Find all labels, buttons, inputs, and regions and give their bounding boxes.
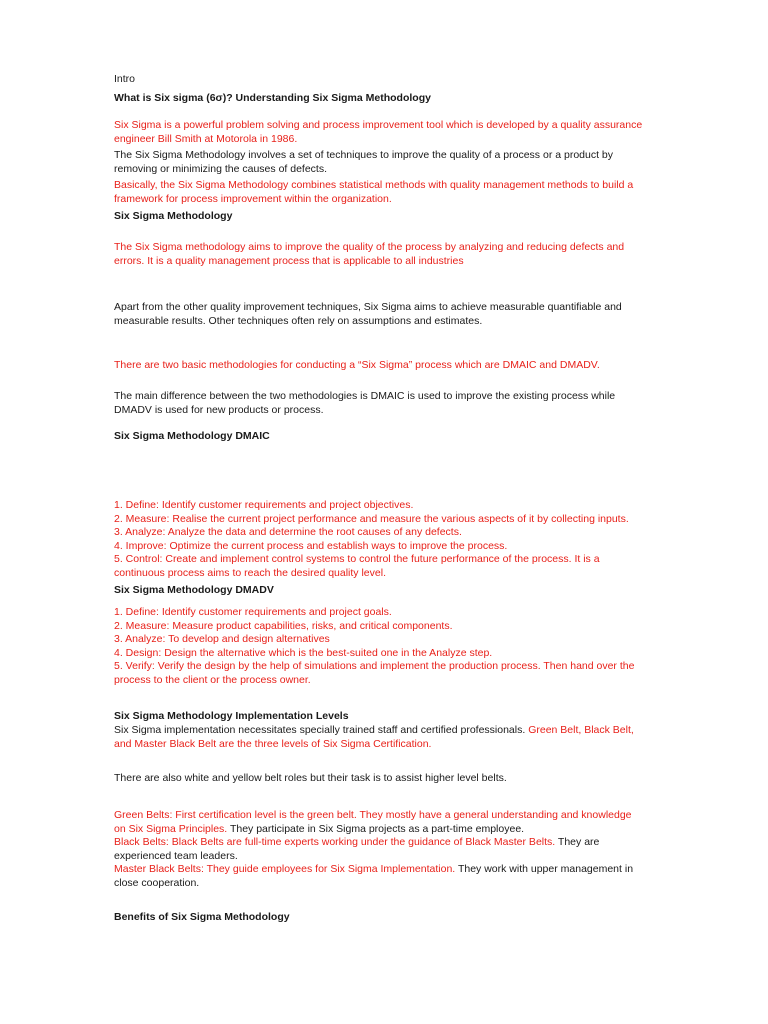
dmaic-list — [114, 499, 644, 580]
paragraph-levels — [114, 724, 644, 751]
heading-dmaic: Six Sigma Methodology DMAIC — [114, 430, 270, 442]
list-item: 2. Measure: Realise the current project performance and measure the various aspects of it by collecting inputs. — [114, 512, 629, 525]
list-item: 5. Verify: Verify the design by the help of simulations and implement the production process. Then hand over the process to the client or the process owner. — [114, 660, 635, 686]
dmadv-list — [114, 606, 644, 687]
paragraph-techniques: The Six Sigma Methodology involves a set of techniques to improve the quality of a process or a product by removing or minimizing the causes of defects. — [114, 149, 614, 175]
paragraph-aims: The Six Sigma methodology aims to improve the quality of the process by analyzing and reducing defects and errors. It is a quality management process that is applicable to all industries — [114, 241, 625, 267]
green-belt-highlight: Green Belts: First certification level is the green belt. They mostly have a general understanding and knowledge on Six Sigma Principles. — [114, 809, 632, 835]
black-belt-highlight: Black Belts: Black Belts are full-time experts working under the guidance of Black Master Belts. — [114, 836, 556, 848]
paragraph-difference: The main difference between the two methodologies is DMAIC is used to improve the existing process while DMADV is used for new products or process. — [114, 390, 616, 416]
paragraph-definition: Six Sigma is a powerful problem solving and process improvement tool which is developed by a quality assurance engineer Bill Smith at Motorola in 1986. — [114, 119, 643, 145]
list-item: 3. Analyze: Analyze the data and determine the root causes of any defects. — [114, 526, 462, 538]
list-item: 3. Analyze: To develop and design alternatives — [114, 633, 330, 645]
levels-text: Six Sigma implementation necessitates specially trained staff and certified professionals. — [114, 724, 529, 736]
list-item: 4. Improve: Optimize the current process and establish ways to improve the process. — [114, 539, 508, 552]
document-title: What is Six sigma (6σ)? Understanding Six Sigma Methodology — [114, 92, 431, 104]
belts-description — [114, 809, 644, 890]
list-item: 1. Define: Identify customer requirements and project objectives. — [114, 499, 414, 511]
paragraph-white-yellow-belts: There are also white and yellow belt roles but their task is to assist higher level belts. — [114, 772, 507, 784]
levels-highlight: Green Belt, Black Belt, and Master Black Belt are the three levels of Six Sigma Certification. — [114, 724, 634, 750]
list-item: 2. Measure: Measure product capabilities, risks, and critical components. — [114, 619, 453, 632]
green-belt-item — [114, 809, 644, 836]
heading-dmadv: Six Sigma Methodology DMADV — [114, 584, 274, 596]
paragraph-measurable: Apart from the other quality improvement techniques, Six Sigma aims to achieve measurable quantifiable and measurable results. Other techniques often rely on assumptions and estimates. — [114, 301, 622, 327]
list-item: 4. Design: Design the alternative which is the best-suited one in the Analyze step. — [114, 646, 493, 659]
heading-benefits: Benefits of Six Sigma Methodology — [114, 911, 290, 923]
paragraph-two-methodologies: There are two basic methodologies for conducting a “Six Sigma” process which are DMAIC and DMADV. — [114, 359, 600, 371]
master-black-belt-item — [114, 863, 644, 890]
green-belt-text: They participate in Six Sigma projects as a part-time employee. — [227, 822, 525, 835]
black-belt-item — [114, 836, 644, 863]
paragraph-framework: Basically, the Six Sigma Methodology combines statistical methods with quality management methods to build a framework for process improvement within the organization. — [114, 179, 634, 205]
list-item: 1. Define: Identify customer requirements and project goals. — [114, 606, 392, 618]
heading-methodology: Six Sigma Methodology — [114, 210, 233, 222]
black-belt-text: They are experienced team leaders. — [114, 836, 600, 862]
list-item: 5. Control: Create and implement control systems to control the future performance of the process. It is a continuous process aims to reach the desired quality level. — [114, 553, 600, 579]
master-belt-highlight: Master Black Belts: They guide employees for Six Sigma Implementation. — [114, 863, 456, 875]
intro-label: Intro — [114, 73, 136, 85]
master-belt-text: They work with upper management in close cooperation. — [114, 863, 634, 889]
heading-implementation-levels: Six Sigma Methodology Implementation Levels — [114, 710, 349, 722]
